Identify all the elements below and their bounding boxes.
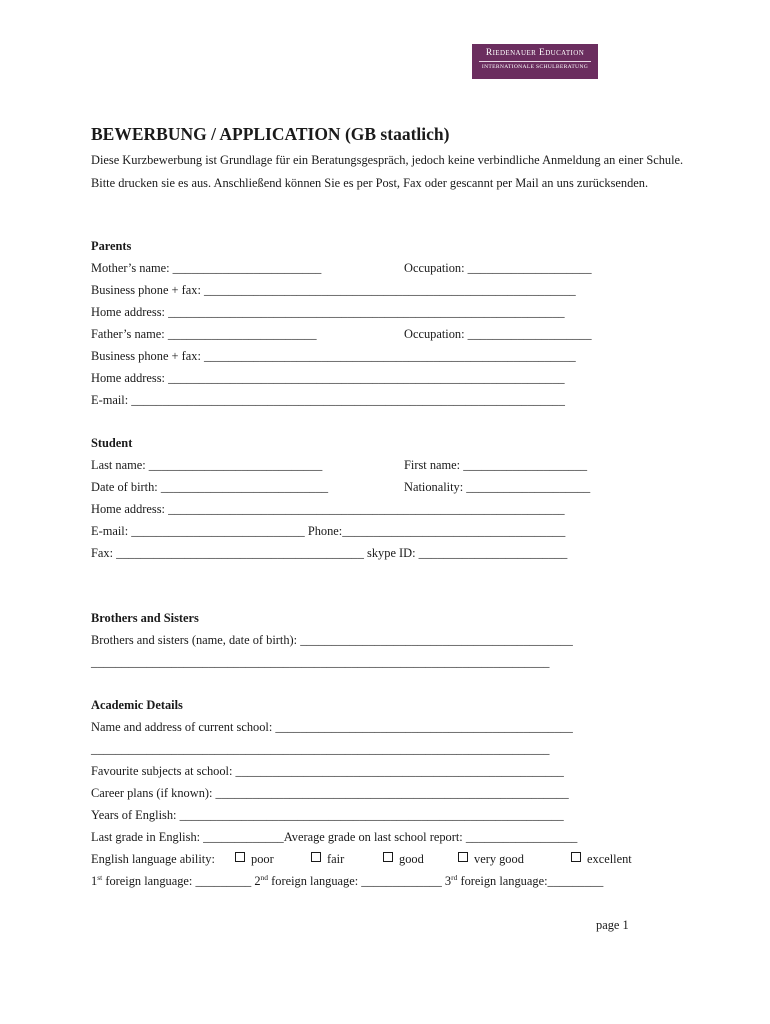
fax-skype-field[interactable]: Fax: ________________________________________ skype ID: ________________________ — [91, 546, 568, 560]
mother-business-phone-field[interactable]: Business phone + fax: ____________________________________________________________ — [91, 283, 576, 297]
logo-line-2: INTERNATIONALE SCHULBERATUNG — [481, 64, 589, 70]
checkbox-icon[interactable] — [458, 852, 468, 862]
grades-field[interactable]: Last grade in English: _____________Average grade on last school report: __________________ — [91, 830, 578, 844]
date-of-birth-field[interactable]: Date of birth: ___________________________ — [91, 480, 329, 494]
first-foreign-language-field[interactable]: foreign language: _________ — [102, 874, 255, 888]
nationality-field[interactable]: Nationality: ____________________ — [404, 480, 591, 494]
student-heading: Student — [91, 436, 133, 450]
student-email-phone-field[interactable]: E-mail: ____________________________ Phone:____________________________________ — [91, 524, 566, 538]
favourite-subjects-field[interactable]: Favourite subjects at school: _____________________________________________________ — [91, 764, 564, 778]
ability-option-fair[interactable]: fair — [307, 852, 344, 867]
career-plans-field[interactable]: Career plans (if known): _________________________________________________________ — [91, 786, 569, 800]
ability-option-excellent[interactable]: excellent — [567, 852, 632, 867]
logo-line-1: Riedenauer Education — [485, 48, 585, 58]
parents-email-field[interactable]: E-mail: ______________________________________________________________________ — [91, 393, 565, 407]
ability-option-good[interactable]: good — [379, 852, 424, 867]
siblings-heading: Brothers and Sisters — [91, 611, 199, 625]
student-home-address-field[interactable]: Home address: ________________________________________________________________ — [91, 502, 565, 516]
mothers-name-field[interactable]: Mother’s name: ________________________ — [91, 261, 322, 275]
page-number: page 1 — [596, 918, 629, 932]
academic-heading: Academic Details — [91, 698, 183, 712]
form-title: BEWERBUNG / APPLICATION (GB staatlich) — [91, 124, 450, 144]
first-name-field[interactable]: First name: ____________________ — [404, 458, 588, 472]
ability-option-poor[interactable]: poor — [231, 852, 274, 867]
siblings-field[interactable]: Brothers and sisters (name, date of birth): ____________________________________________ — [91, 633, 573, 647]
current-school-field-continued[interactable]: __________________________________________________________________________ — [91, 742, 550, 756]
current-school-field[interactable]: Name and address of current school: ________________________________________________ — [91, 720, 573, 734]
mother-occupation-field[interactable]: Occupation: ____________________ — [404, 261, 592, 275]
mother-home-address-field[interactable]: Home address: ________________________________________________________________ — [91, 305, 565, 319]
last-name-field[interactable]: Last name: ____________________________ — [91, 458, 323, 472]
fathers-name-field[interactable]: Father’s name: ________________________ — [91, 327, 317, 341]
father-business-phone-field[interactable]: Business phone + fax: ____________________________________________________________ — [91, 349, 576, 363]
siblings-field-continued[interactable]: __________________________________________________________________________ — [91, 655, 550, 669]
parents-heading: Parents — [91, 239, 132, 253]
foreign-languages-row[interactable]: 1st foreign language: _________ 2nd foreign language: _____________ 3rd foreign language:_________ — [91, 873, 604, 888]
second-foreign-language-field[interactable]: foreign language: _____________ — [268, 874, 445, 888]
logo-divider — [479, 61, 591, 62]
checkbox-icon[interactable] — [235, 852, 245, 862]
intro-paragraph: Diese Kurzbewerbung ist Grundlage für ein Beratungsgespräch, jedoch keine verbindliche Anmeldung an einer Schule. Bitte drucken sie es aus. Anschließend können Sie es per Post, Fax oder gescannt per Mail an uns zurücksenden. — [91, 153, 684, 190]
third-foreign-language-field[interactable]: foreign language:_________ — [457, 874, 604, 888]
english-ability-label: English language ability: — [91, 852, 215, 866]
father-occupation-field[interactable]: Occupation: ____________________ — [404, 327, 592, 341]
checkbox-icon[interactable] — [311, 852, 321, 862]
riedenauer-logo — [472, 44, 598, 79]
years-of-english-field[interactable]: Years of English: ______________________________________________________________ — [91, 808, 564, 822]
ability-option-very-good[interactable]: very good — [454, 852, 524, 867]
father-home-address-field[interactable]: Home address: ________________________________________________________________ — [91, 371, 565, 385]
checkbox-icon[interactable] — [571, 852, 581, 862]
checkbox-icon[interactable] — [383, 852, 393, 862]
